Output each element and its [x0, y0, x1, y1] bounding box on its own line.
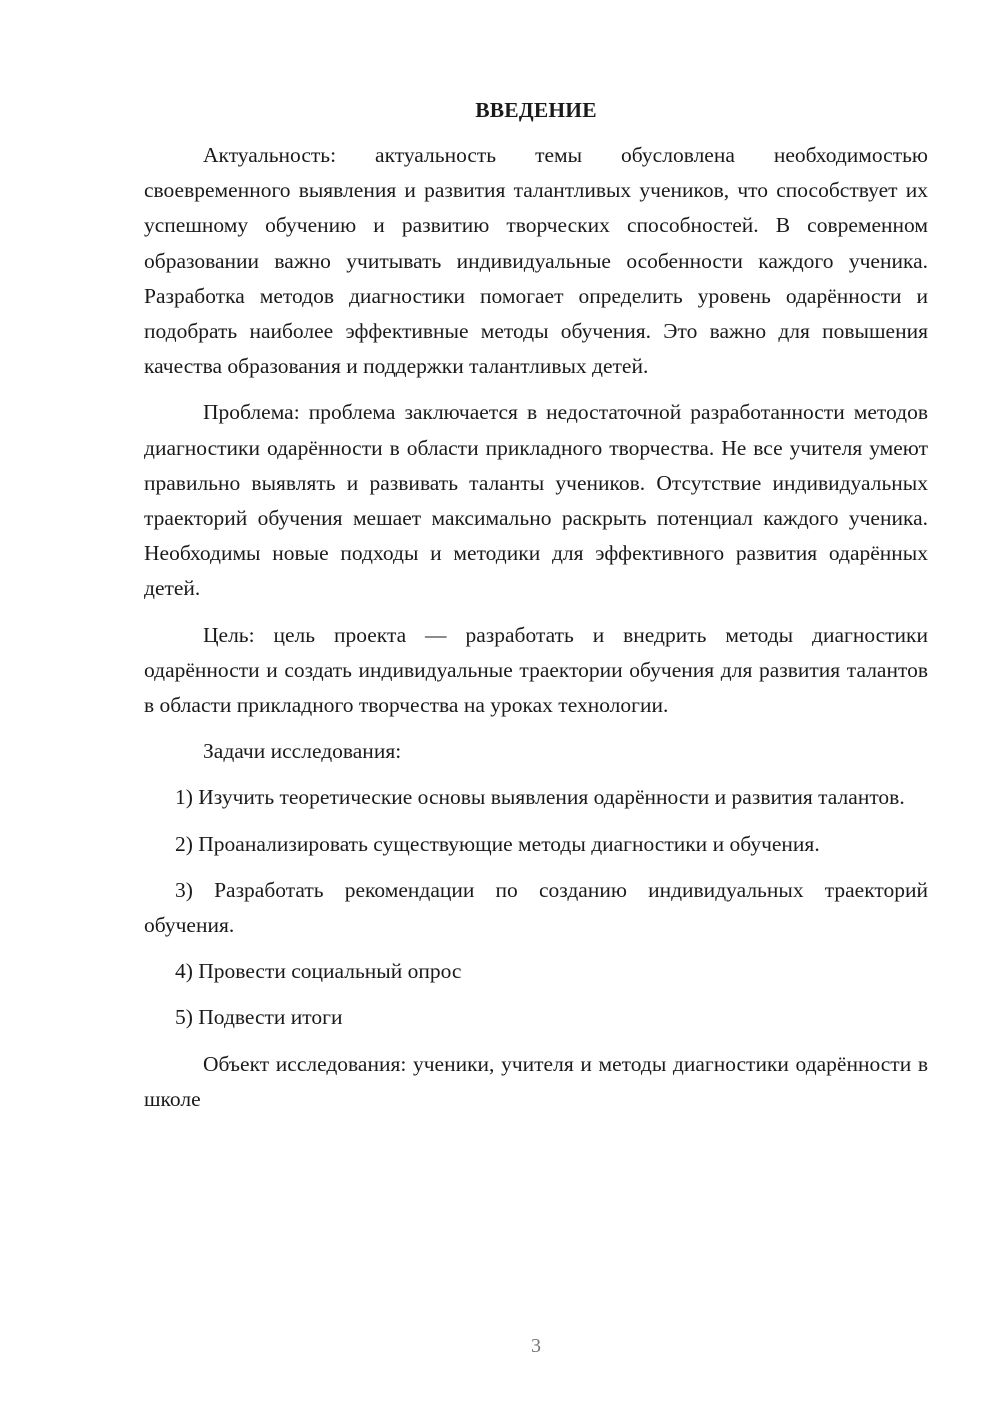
- relevance-paragraph: Актуальность: актуальность темы обусловлена необходимостью своевременного выявления и развития талантливых учеников, что способствует их успешному обучению и развитию творческих способностей. В современном образовании важно учитывать индивидуальные особенности каждого ученика. Разработка методов диагностики помогает определить уровень одарённости и подобрать наиболее эффективные методы обучения. Это важно для повышения качества образования и поддержки талантливых детей.: [144, 143, 928, 379]
- task-item-2: 2) Проанализировать существующие методы диагностики и обучения.: [175, 831, 820, 856]
- task-item-4: 4) Провести социальный опрос: [175, 959, 462, 984]
- page-number: 3: [531, 1335, 541, 1357]
- object-paragraph: Объект исследования: ученики, учителя и методы диагностики одарённости в школе: [144, 1051, 928, 1111]
- task-item-5: 5) Подвести итоги: [175, 1005, 343, 1030]
- document-page: [144, 95, 928, 1128]
- task-item-1: 1) Изучить теоретические основы выявления одарённости и развития талантов.: [175, 785, 905, 810]
- tasks-heading: Задачи исследования:: [203, 739, 402, 764]
- task-item-3: 3) Разработать рекомендации по созданию индивидуальных траекторий обучения.: [144, 877, 928, 938]
- problem-paragraph: Проблема: проблема заключается в недостаточной разработанности методов диагностики одарённости в области прикладного творчества. Не все учителя умеют правильно выявлять и развивать таланты учеников. Отсутствие индивидуальных траекторий обучения мешает максимально раскрыть потенциал каждого ученика. Необходимы новые подходы и методики для эффективного развития одарённых детей.: [144, 400, 928, 601]
- goal-paragraph: Цель: цель проекта — разработать и внедрить методы диагностики одарённости и создать индивидуальные траектории обучения для развития талантов в области прикладного творчества на уроках технологии.: [144, 622, 928, 718]
- section-title: ВВЕДЕНИЕ: [475, 98, 597, 122]
